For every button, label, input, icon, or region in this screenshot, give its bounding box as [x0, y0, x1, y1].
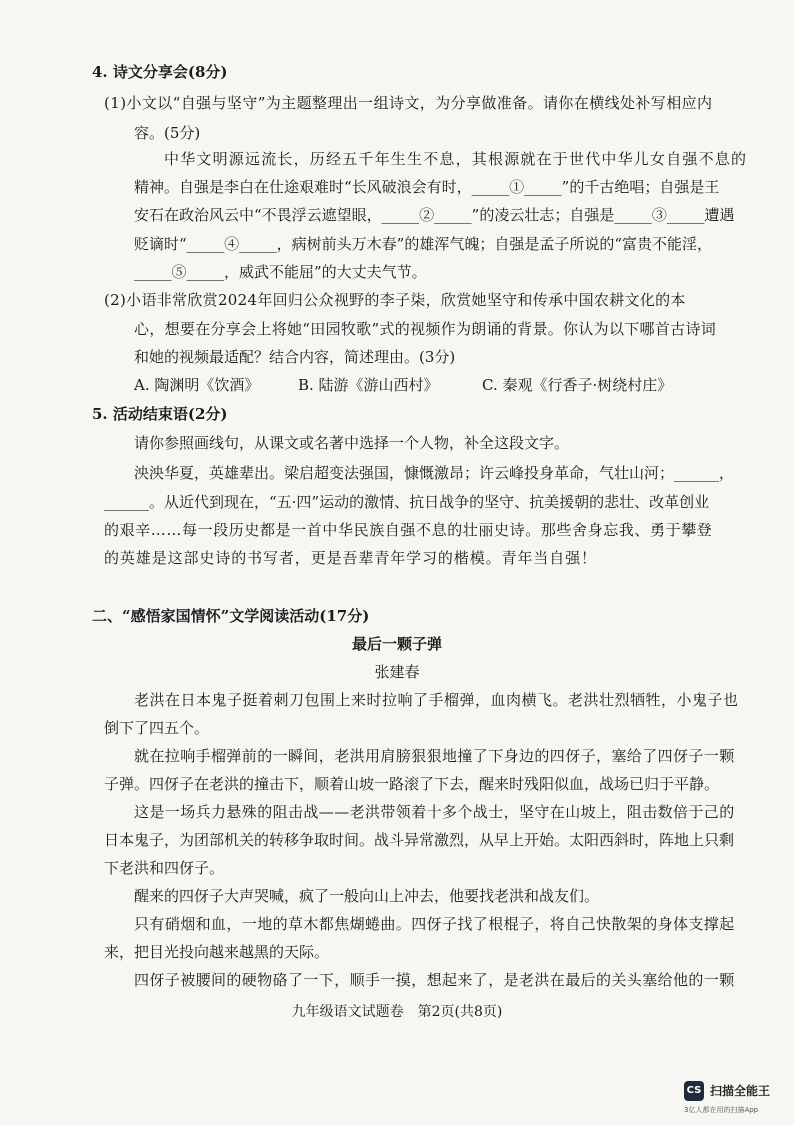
- camscanner-logo-icon: CS: [684, 1081, 704, 1101]
- article-paragraph-line: 日本鬼子，为团部机关的转移争取时间。战斗异常激烈，从早上开始。太阳西斜时，阵地上只剩: [104, 831, 735, 849]
- article-paragraph-line: 倒下了四五个。: [104, 719, 210, 737]
- article-paragraph-line: 这是一场兵力悬殊的阻击战——老洪带领着十多个战士，坚守在山坡上，阻击数倍于己的: [134, 803, 735, 821]
- watermark-subtitle: 3亿人都在用的扫描App: [684, 1106, 759, 1114]
- option-c: C. 秦观《行香子·树绕村庄》: [482, 376, 673, 394]
- text-line: 中华文明源远流长，历经五千年生生不息，其根源就在于世代中华儿女自强不息的: [164, 150, 748, 168]
- text-line: (1)小文以“自强与坚守”为主题整理出一组诗文，为分享做准备。请你在横线处补写相应内: [104, 94, 713, 112]
- text-line: 泱泱华夏，英雄辈出。梁启超变法强国，慷慨激昂；许云峰投身革命，气壮山河；______，: [134, 464, 735, 482]
- text-line: 心，想要在分享会上将她“田园牧歌”式的视频作为朗诵的背景。你认为以下哪首古诗词: [134, 320, 717, 338]
- article-paragraph-line: 醒来的四伢子大声哭喊，疯了一般向山上冲去，他要找老洪和战友们。: [134, 887, 600, 905]
- article-title: 最后一颗子弹: [351, 635, 442, 653]
- text-line: 的艰辛……每一段历史都是一首中华民族自强不息的壮丽史诗。那些舍身忘我、勇于攀登: [104, 521, 713, 539]
- text-line: 和她的视频最适配？结合内容，简述理由。(3分): [134, 348, 456, 366]
- page-footer: 九年级语文试题卷 第2页(共8页): [291, 1004, 503, 1020]
- text-line: 安石在政治风云中“不畏浮云遮望眼，_____②_____”的凌云壮志；自强是_____③_____遭遇: [134, 206, 735, 224]
- text-line: _____⑤_____，威武不能屈”的大丈夫气节。: [134, 263, 427, 281]
- scanner-watermark: [684, 1081, 794, 1121]
- article-paragraph-line: 下老洪和四伢子。: [104, 859, 225, 877]
- text-line: 的英雄是这部史诗的书写者，更是吾辈青年学习的楷模。青年当自强！: [104, 549, 597, 567]
- text-line: 容。(5分): [134, 124, 201, 142]
- article-paragraph-line: 老洪在日本鬼子挺着刺刀包围上来时拉响了手榴弹，血肉横飞。老洪壮烈牺牲，小鬼子也: [134, 691, 739, 709]
- text-line: 精神。自强是李白在仕途艰难时“长风破浪会有时，_____①_____”的千古绝唱；自强是王: [134, 178, 720, 196]
- option-a: A. 陶渊明《饮酒》: [134, 376, 260, 394]
- text-line: 请你参照画线句，从课文或名著中选择一个人物，补全这段文字。: [134, 434, 570, 452]
- watermark-title: 扫描全能王: [710, 1084, 771, 1098]
- article-paragraph-line: 来，把目光投向越来越黑的天际。: [104, 943, 330, 961]
- article-paragraph-line: 就在拉响手榴弹前的一瞬间，老洪用肩膀狠狠地撞了下身边的四伢子，塞给了四伢子一颗: [134, 747, 735, 765]
- article-paragraph-line: 四伢子被腰间的硬物硌了一下，顺手一摸，想起来了，是老洪在最后的关头塞给他的一颗: [134, 971, 735, 989]
- article-paragraph-line: 只有硝烟和血，一地的草木都焦煳蜷曲。四伢子找了根棍子，将自己快散架的身体支撑起: [134, 915, 735, 933]
- question-5-heading: 5. 活动结束语(2分): [92, 405, 228, 423]
- article-author: 张建春: [374, 663, 420, 681]
- question-4-heading: 4. 诗文分享会(8分): [92, 63, 228, 81]
- text-line: ______。从近代到现在，“五·四”运动的激情、抗日战争的坚守、抗美援朝的悲壮、改革创业: [104, 493, 710, 511]
- section-heading: 二、“感悟家国情怀”文学阅读活动(17分): [92, 607, 370, 625]
- text-line: 贬谪时“_____④_____，病树前头万木春”的雄浑气魄；自强是孟子所说的“富贵不能淫，: [134, 235, 713, 253]
- option-b: B. 陆游《游山西村》: [298, 376, 439, 394]
- article-paragraph-line: 子弹。四伢子在老洪的撞击下，顺着山坡一路滚了下去，醒来时残阳似血，战场已归于平静。: [104, 775, 720, 793]
- text-line: (2)小语非常欣赏2024年回归公众视野的李子柒，欣赏她坚守和传承中国农耕文化的本: [104, 291, 686, 309]
